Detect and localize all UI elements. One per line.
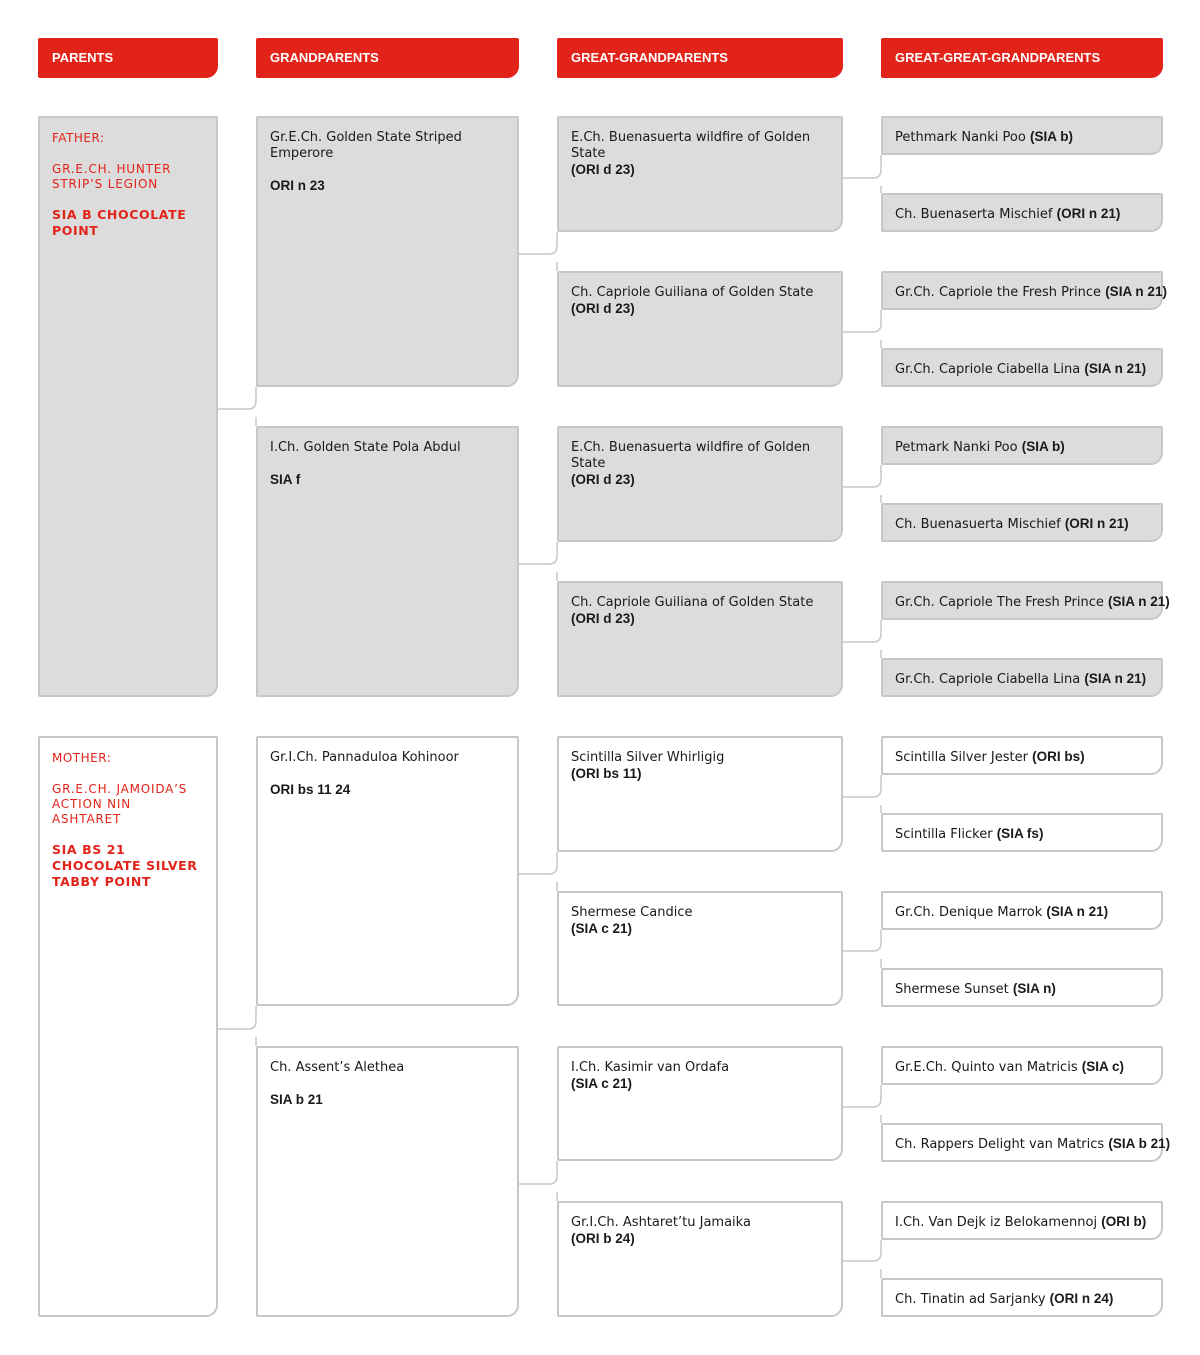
grandparent-name: Gr.E.Ch. Golden State Striped Emperore <box>270 130 462 161</box>
great-grandparent-reg: (ORI d 23) <box>571 611 635 626</box>
ggg-reg: (SIA n) <box>1012 981 1056 996</box>
great-grandparent-name: Ch. Capriole Guiliana of Golden State <box>571 595 814 610</box>
great-great-grandparent-card[interactable] <box>881 1046 1163 1085</box>
ggg-reg: (SIA n 21) <box>1108 594 1170 609</box>
ggg-name: Gr.Ch. Capriole Ciabella Lina <box>895 362 1081 377</box>
great-great-grandparent-card[interactable] <box>881 503 1163 542</box>
great-grandparent-name: Gr.I.Ch. Ashtaret’tu Jamaika <box>571 1215 751 1230</box>
great-grandparent-reg: (ORI d 23) <box>571 301 635 316</box>
ggg-reg: (SIA n 21) <box>1084 361 1147 376</box>
ggg-reg: (SIA n 21) <box>1105 284 1167 299</box>
ggg-name: Ch. Rappers Delight van Matrics <box>895 1137 1105 1152</box>
ggg-name: Shermese Sunset <box>895 982 1009 997</box>
ggg-name: Gr.E.Ch. Quinto van Matricis <box>895 1060 1078 1075</box>
ggg-name: Ch. Buenasuerta Mischief <box>895 517 1061 532</box>
great-grandparent-card[interactable] <box>557 1046 843 1161</box>
ggg-name: Scintilla Silver Jester <box>895 750 1028 765</box>
mother-breed: SIA BS 21 CHOCOLATE SILVER TABBY POINT <box>52 842 198 889</box>
ggg-reg: (ORI n 24) <box>1049 1291 1114 1306</box>
grandparent-card[interactable] <box>256 426 519 697</box>
great-great-grandparent-card[interactable] <box>881 1201 1163 1240</box>
mother-label: MOTHER: <box>52 751 112 765</box>
ggg-name: Gr.Ch. Denique Marrok <box>895 905 1043 920</box>
father-card[interactable] <box>38 116 218 697</box>
ggg-reg: (SIA c) <box>1081 1059 1124 1074</box>
header-great-great-grandparents: GREAT-GREAT-GRANDPARENTS <box>881 38 1163 78</box>
ggg-reg: (ORI n 21) <box>1064 516 1129 531</box>
grandparent-reg: SIA f <box>270 472 301 487</box>
father-breed: SIA B CHOCOLATE POINT <box>52 207 187 238</box>
great-grandparent-name: Shermese Candice <box>571 905 693 920</box>
ggg-name: I.Ch. Van Dejk iz Belokamennoj <box>895 1215 1098 1230</box>
header-great-grandparents: GREAT-GRANDPARENTS <box>557 38 843 78</box>
great-great-grandparent-card[interactable] <box>881 348 1163 387</box>
mother-name: GR.E.CH. JAMOIDA’S ACTION NIN ASHTARET <box>52 782 188 826</box>
ggg-reg: (SIA n 21) <box>1084 671 1147 686</box>
ggg-name: Scintilla Flicker <box>895 827 993 842</box>
ggg-reg: (ORI bs) <box>1032 749 1085 764</box>
great-grandparent-card[interactable] <box>557 116 843 232</box>
great-great-grandparent-card[interactable] <box>881 968 1163 1007</box>
mother-card[interactable] <box>38 736 218 1317</box>
ggg-name: Gr.Ch. Capriole the Fresh Prince <box>895 285 1102 300</box>
father-name: GR.E.CH. HUNTER STRIP’S LEGION <box>52 162 172 191</box>
ggg-reg: (SIA fs) <box>996 826 1044 841</box>
great-grandparent-name: I.Ch. Kasimir van Ordafa <box>571 1060 730 1075</box>
great-great-grandparent-card[interactable] <box>881 736 1163 775</box>
great-great-grandparent-card[interactable] <box>881 658 1163 697</box>
great-grandparent-reg: (SIA c 21) <box>571 921 633 936</box>
grandparent-card[interactable] <box>256 736 519 1006</box>
great-grandparent-reg: (ORI d 23) <box>571 472 635 487</box>
great-grandparent-name: Ch. Capriole Guiliana of Golden State <box>571 285 814 300</box>
father-label: FATHER: <box>52 131 105 145</box>
great-great-grandparent-card[interactable] <box>881 1278 1163 1317</box>
grandparent-name: Gr.I.Ch. Pannaduloa Kohinoor <box>270 750 459 765</box>
header-grandparents: GRANDPARENTS <box>256 38 519 78</box>
great-great-grandparent-card[interactable] <box>881 891 1163 930</box>
great-great-grandparent-card[interactable] <box>881 271 1167 310</box>
great-grandparent-name: E.Ch. Buenasuerta wildfire of Golden State <box>571 130 811 161</box>
great-grandparent-name: Scintilla Silver Whirligig <box>571 750 725 765</box>
grandparent-reg: ORI bs 11 24 <box>270 782 351 797</box>
ggg-name: Ch. Buenaserta Mischief <box>895 207 1053 222</box>
great-great-grandparent-card[interactable] <box>881 426 1163 465</box>
ggg-reg: (ORI n 21) <box>1056 206 1121 221</box>
ggg-reg: (ORI b) <box>1101 1214 1147 1229</box>
great-grandparent-name: E.Ch. Buenasuerta wildfire of Golden State <box>571 440 811 471</box>
great-grandparent-reg: (SIA c 21) <box>571 1076 633 1091</box>
grandparent-card[interactable] <box>256 1046 519 1317</box>
grandparent-reg: ORI n 23 <box>270 178 325 193</box>
ggg-name: Petmark Nanki Poo <box>895 440 1018 455</box>
ggg-name: Gr.Ch. Capriole The Fresh Prince <box>895 595 1104 610</box>
ggg-name: Pethmark Nanki Poo <box>895 130 1026 145</box>
grandparent-name: Ch. Assent’s Alethea <box>270 1060 405 1075</box>
ggg-name: Ch. Tinatin ad Sarjanky <box>895 1292 1046 1307</box>
great-great-grandparent-card[interactable] <box>881 116 1163 155</box>
ggg-reg: (SIA n 21) <box>1046 904 1109 919</box>
ggg-reg: (SIA b) <box>1021 439 1065 454</box>
ggg-reg: (SIA b) <box>1029 129 1073 144</box>
header-parents: PARENTS <box>38 38 218 78</box>
great-grandparent-card[interactable] <box>557 426 843 542</box>
great-great-grandparent-card[interactable] <box>881 581 1170 620</box>
great-grandparent-card[interactable] <box>557 271 843 387</box>
grandparent-name: I.Ch. Golden State Pola Abdul <box>270 440 461 455</box>
great-grandparent-reg: (ORI bs 11) <box>571 766 642 781</box>
ggg-reg: (SIA b 21) <box>1108 1136 1171 1151</box>
great-great-grandparent-card[interactable] <box>881 813 1163 852</box>
great-grandparent-reg: (ORI d 23) <box>571 162 635 177</box>
great-grandparent-reg: (ORI b 24) <box>571 1231 635 1246</box>
great-grandparent-card[interactable] <box>557 891 843 1006</box>
grandparent-card[interactable] <box>256 116 519 387</box>
great-grandparent-card[interactable] <box>557 581 843 697</box>
grandparent-reg: SIA b 21 <box>270 1092 323 1107</box>
great-great-grandparent-card[interactable] <box>881 193 1163 232</box>
great-grandparent-card[interactable] <box>557 1201 843 1317</box>
ggg-name: Gr.Ch. Capriole Ciabella Lina <box>895 672 1081 687</box>
great-great-grandparent-card[interactable] <box>881 1123 1171 1162</box>
great-grandparent-card[interactable] <box>557 736 843 852</box>
